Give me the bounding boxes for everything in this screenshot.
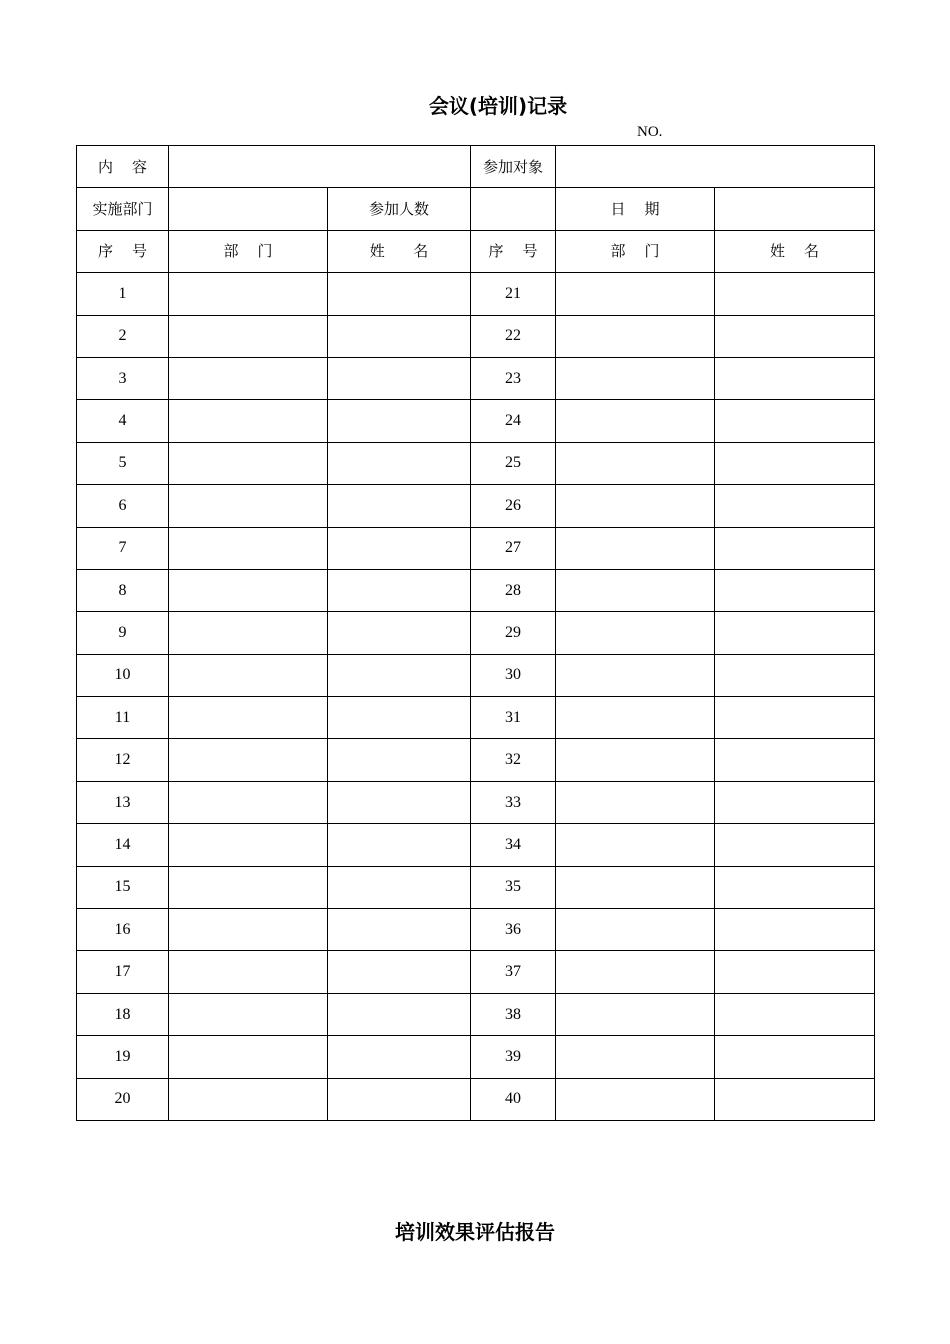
name-cell-right[interactable] xyxy=(715,569,875,611)
name-cell-right[interactable] xyxy=(715,909,875,951)
dept-cell-right[interactable] xyxy=(556,612,715,654)
dept-cell-left[interactable] xyxy=(169,527,328,569)
dept-cell-left[interactable] xyxy=(169,315,328,357)
row-seq-left: 3 xyxy=(77,357,169,399)
row-seq-left: 8 xyxy=(77,569,169,611)
department-row xyxy=(77,188,875,230)
table-row xyxy=(77,485,875,527)
table-row xyxy=(77,909,875,951)
dept-cell-left[interactable] xyxy=(169,357,328,399)
name-cell-right[interactable] xyxy=(715,824,875,866)
row-seq-left: 20 xyxy=(77,1078,169,1120)
name-cell-right[interactable] xyxy=(715,951,875,993)
row-seq-left: 4 xyxy=(77,400,169,442)
name-cell-left[interactable] xyxy=(328,400,471,442)
table-row xyxy=(77,612,875,654)
name-cell-left[interactable] xyxy=(328,357,471,399)
name-cell-left[interactable] xyxy=(328,781,471,823)
dept-cell-left[interactable] xyxy=(169,569,328,611)
row-seq-left: 17 xyxy=(77,951,169,993)
row-seq-left: 11 xyxy=(77,697,169,739)
table-row xyxy=(77,315,875,357)
document-title: 会议(培训)记录 xyxy=(428,94,568,118)
table-row xyxy=(77,569,875,611)
row-seq-left: 19 xyxy=(77,1036,169,1078)
row-seq-right: 33 xyxy=(471,781,556,823)
name-cell-left[interactable] xyxy=(328,951,471,993)
column-header-dept: 部 门 xyxy=(169,230,328,272)
dept-cell-left[interactable] xyxy=(169,442,328,484)
dept-cell-left[interactable] xyxy=(169,1078,328,1120)
dept-cell-right[interactable] xyxy=(556,781,715,823)
dept-cell-right[interactable] xyxy=(556,315,715,357)
dept-cell-left[interactable] xyxy=(169,739,328,781)
content-field[interactable] xyxy=(169,146,471,188)
evaluation-report-title: 培训效果评估报告 xyxy=(395,1220,555,1244)
row-seq-right: 34 xyxy=(471,824,556,866)
row-seq-left: 5 xyxy=(77,442,169,484)
row-seq-left: 10 xyxy=(77,654,169,696)
table-row xyxy=(77,442,875,484)
dept-cell-right[interactable] xyxy=(556,569,715,611)
row-seq-right: 32 xyxy=(471,739,556,781)
row-seq-right: 21 xyxy=(471,273,556,315)
row-seq-right: 31 xyxy=(471,697,556,739)
name-cell-left[interactable] xyxy=(328,485,471,527)
dept-cell-right[interactable] xyxy=(556,442,715,484)
name-cell-left[interactable] xyxy=(328,824,471,866)
table-row xyxy=(77,400,875,442)
row-seq-right: 23 xyxy=(471,357,556,399)
row-seq-right: 29 xyxy=(471,612,556,654)
content-label: 内 容 xyxy=(77,146,169,188)
name-cell-left[interactable] xyxy=(328,527,471,569)
name-cell-right[interactable] xyxy=(715,697,875,739)
row-seq-right: 38 xyxy=(471,993,556,1035)
table-row xyxy=(77,1036,875,1078)
attendee-count-field[interactable] xyxy=(471,188,556,230)
name-cell-left[interactable] xyxy=(328,654,471,696)
row-seq-right: 36 xyxy=(471,909,556,951)
name-cell-right[interactable] xyxy=(715,739,875,781)
row-seq-left: 6 xyxy=(77,485,169,527)
dept-cell-left[interactable] xyxy=(169,273,328,315)
date-label: 日 期 xyxy=(556,188,715,230)
row-seq-left: 2 xyxy=(77,315,169,357)
name-cell-right[interactable] xyxy=(715,315,875,357)
name-cell-left[interactable] xyxy=(328,993,471,1035)
attendee-count-label: 参加人数 xyxy=(328,188,471,230)
name-cell-left[interactable] xyxy=(328,866,471,908)
column-header-seq: 序 号 xyxy=(77,230,169,272)
row-seq-right: 24 xyxy=(471,400,556,442)
name-cell-left[interactable] xyxy=(328,1036,471,1078)
row-seq-left: 15 xyxy=(77,866,169,908)
row-seq-right: 26 xyxy=(471,485,556,527)
dept-cell-left[interactable] xyxy=(169,1036,328,1078)
table-row xyxy=(77,781,875,823)
row-seq-left: 1 xyxy=(77,273,169,315)
table-row xyxy=(77,357,875,399)
name-cell-right[interactable] xyxy=(715,273,875,315)
dept-cell-left[interactable] xyxy=(169,781,328,823)
column-header-name-right: 姓 名 xyxy=(715,230,875,272)
implementing-dept-field[interactable] xyxy=(169,188,328,230)
dept-cell-left[interactable] xyxy=(169,485,328,527)
table-row xyxy=(77,951,875,993)
name-cell-right[interactable] xyxy=(715,993,875,1035)
dept-cell-right[interactable] xyxy=(556,866,715,908)
row-seq-left: 7 xyxy=(77,527,169,569)
dept-cell-right[interactable] xyxy=(556,1036,715,1078)
record-number-label: NO. xyxy=(637,124,663,140)
dept-cell-right[interactable] xyxy=(556,1078,715,1120)
dept-cell-right[interactable] xyxy=(556,993,715,1035)
dept-cell-right[interactable] xyxy=(556,400,715,442)
row-seq-right: 35 xyxy=(471,866,556,908)
table-row xyxy=(77,273,875,315)
column-header-seq-right: 序 号 xyxy=(471,230,556,272)
dept-cell-left[interactable] xyxy=(169,866,328,908)
row-seq-left: 16 xyxy=(77,909,169,951)
row-seq-right: 40 xyxy=(471,1078,556,1120)
name-cell-right[interactable] xyxy=(715,781,875,823)
dept-cell-right[interactable] xyxy=(556,654,715,696)
name-cell-right[interactable] xyxy=(715,400,875,442)
name-cell-left[interactable] xyxy=(328,569,471,611)
table-row xyxy=(77,697,875,739)
name-cell-right[interactable] xyxy=(715,612,875,654)
dept-cell-right[interactable] xyxy=(556,273,715,315)
name-cell-right[interactable] xyxy=(715,654,875,696)
name-cell-left[interactable] xyxy=(328,612,471,654)
dept-cell-right[interactable] xyxy=(556,527,715,569)
dept-cell-right[interactable] xyxy=(556,951,715,993)
row-seq-left: 12 xyxy=(77,739,169,781)
dept-cell-left[interactable] xyxy=(169,697,328,739)
table-row xyxy=(77,654,875,696)
name-cell-right[interactable] xyxy=(715,485,875,527)
row-seq-right: 27 xyxy=(471,527,556,569)
row-seq-right: 22 xyxy=(471,315,556,357)
name-cell-left[interactable] xyxy=(328,1078,471,1120)
table-row xyxy=(77,824,875,866)
row-seq-left: 14 xyxy=(77,824,169,866)
name-cell-right[interactable] xyxy=(715,527,875,569)
dept-cell-left[interactable] xyxy=(169,951,328,993)
attendance-table xyxy=(76,145,875,1121)
dept-cell-right[interactable] xyxy=(556,824,715,866)
dept-cell-left[interactable] xyxy=(169,654,328,696)
name-cell-right[interactable] xyxy=(715,866,875,908)
row-seq-right: 30 xyxy=(471,654,556,696)
dept-cell-right[interactable] xyxy=(556,909,715,951)
dept-cell-left[interactable] xyxy=(169,909,328,951)
dept-cell-right[interactable] xyxy=(556,485,715,527)
row-seq-left: 9 xyxy=(77,612,169,654)
content-row xyxy=(77,146,875,188)
dept-cell-right[interactable] xyxy=(556,739,715,781)
row-seq-right: 39 xyxy=(471,1036,556,1078)
date-field[interactable] xyxy=(715,188,875,230)
column-header-name: 姓 名 xyxy=(328,230,471,272)
row-seq-left: 18 xyxy=(77,993,169,1035)
name-cell-right[interactable] xyxy=(715,1078,875,1120)
name-cell-left[interactable] xyxy=(328,697,471,739)
name-cell-left[interactable] xyxy=(328,273,471,315)
name-cell-left[interactable] xyxy=(328,739,471,781)
row-seq-right: 28 xyxy=(471,569,556,611)
dept-cell-right[interactable] xyxy=(556,357,715,399)
implementing-dept-label: 实施部门 xyxy=(77,188,169,230)
row-seq-left: 13 xyxy=(77,781,169,823)
dept-cell-left[interactable] xyxy=(169,824,328,866)
name-cell-left[interactable] xyxy=(328,315,471,357)
table-row xyxy=(77,866,875,908)
row-seq-right: 25 xyxy=(471,442,556,484)
name-cell-right[interactable] xyxy=(715,442,875,484)
dept-cell-left[interactable] xyxy=(169,612,328,654)
name-cell-left[interactable] xyxy=(328,442,471,484)
name-cell-left[interactable] xyxy=(328,909,471,951)
column-header-dept-right: 部 门 xyxy=(556,230,715,272)
dept-cell-right[interactable] xyxy=(556,697,715,739)
participants-field[interactable] xyxy=(556,146,875,188)
name-cell-right[interactable] xyxy=(715,1036,875,1078)
column-header-row xyxy=(77,230,875,272)
name-cell-right[interactable] xyxy=(715,357,875,399)
table-row xyxy=(77,1078,875,1120)
table-row xyxy=(77,527,875,569)
dept-cell-left[interactable] xyxy=(169,993,328,1035)
table-row xyxy=(77,993,875,1035)
participants-label: 参加对象 xyxy=(471,146,556,188)
table-row xyxy=(77,739,875,781)
dept-cell-left[interactable] xyxy=(169,400,328,442)
row-seq-right: 37 xyxy=(471,951,556,993)
